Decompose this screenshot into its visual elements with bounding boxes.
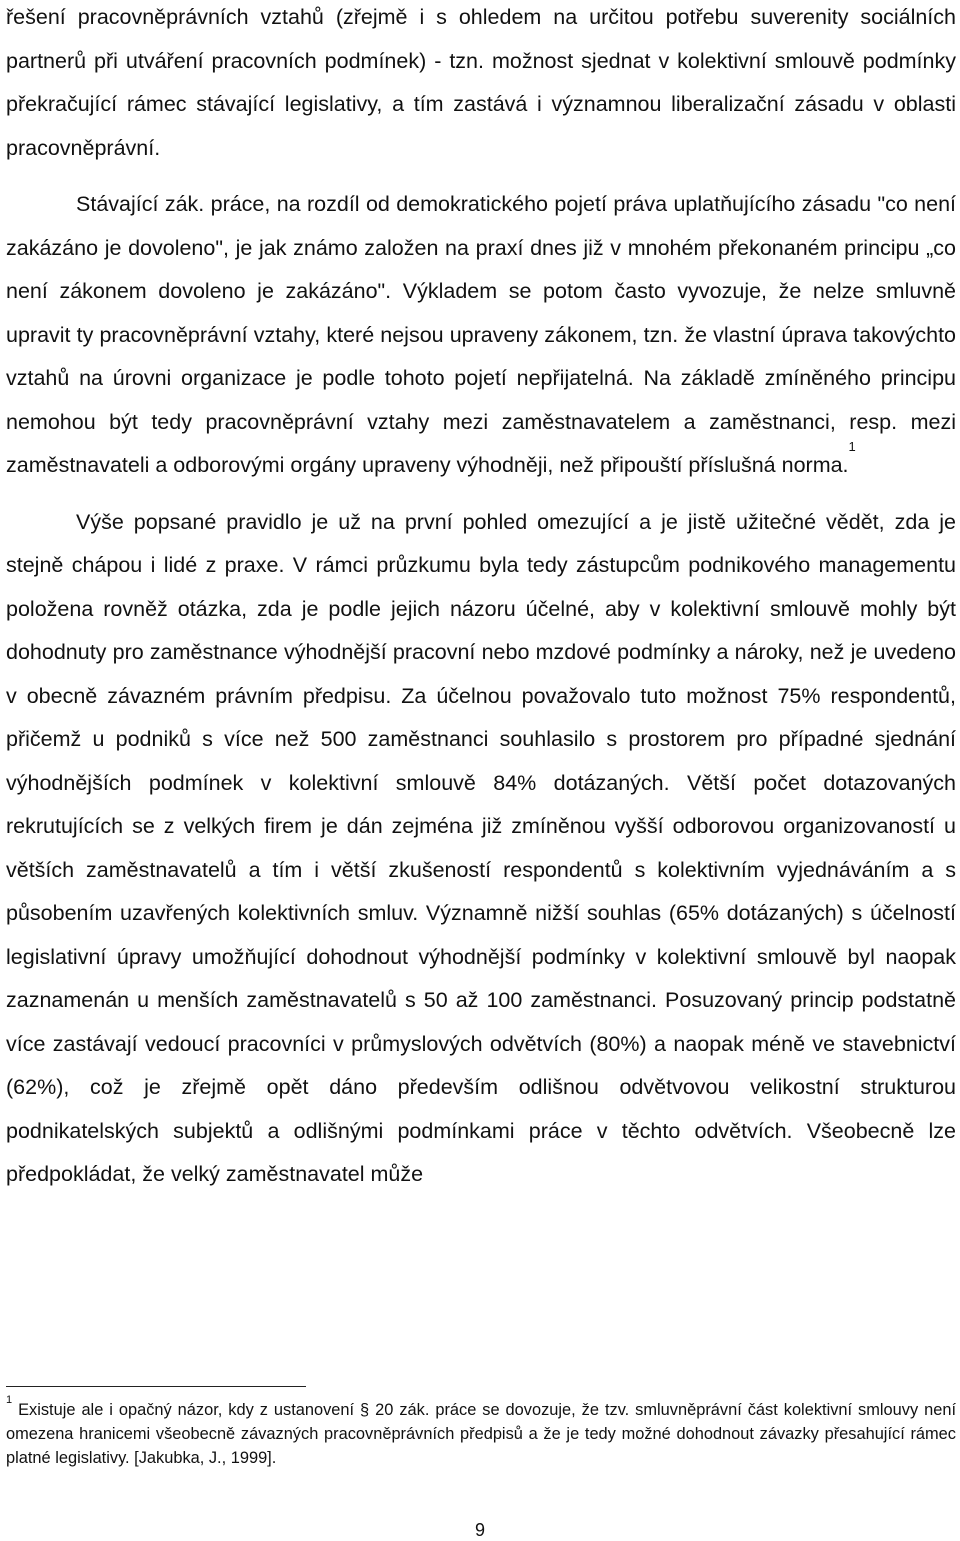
paragraph-continuation [6,0,956,170]
footnote-text: Existuje ale i opačný názor, kdy z ustanovení § 20 zák. práce se dovozuje, že tzv. smluvněprávní část kolektivní smlouvy není omezena hranicemi všeobecně závazných pracovněprávních předpisů a že je tedy možné dohodnout závazky přesahující rámec platné legislativy. [Jakubka, J., 1999]. [6,1401,956,1467]
paragraph-text: řešení pracovněprávních vztahů (zřejmě i s ohledem na určitou potřebu suverenity sociálních partnerů při utváření pracovních podmínek) - tzn. možnost sjednat v kolektivní smlouvě podmínky překračující rámec stávající legislativy, a tím zastává i významnou liberalizační zásadu v oblasti pracovněprávní. [6,5,956,160]
footnote [6,1394,956,1470]
paragraph-text: Výše popsané pravidlo je už na první pohled omezující a je jistě užitečné vědět, zda je stejně chápou i lidé z praxe. V rámci průzkumu byla tedy zástupcům podnikového managementu položena rovněž otázka, zda je podle jejich názoru účelné, aby v kolektivní smlouvě mohly být dohodnuty pro zaměstnance výhodnější pracovní nebo mzdové podmínky a nároky, než je uvedeno v obecně závazném právním předpisu. Za účelnou považovalo tuto možnost 75% respondentů, přičemž u podniků s více než 500 zaměstnanci souhlasilo s prostorem pro případné sjednání výhodnějších podmínek v kolektivní smlouvě 84% dotázaných. Větší počet dotazovaných rekrutujících se z velkých firem je dán zejména již zmíněnou vyšší odborovou organizovaností u větších zaměstnavatelů a tím i větší zkušeností respondentů s kolektivním vyjednáváním a s působením uzavřených kolektivních smluv. Významně nižší souhlas (65% dotázaných) s účelností legislativní úpravy umožňující dohodnout výhodnější podmínky v kolektivní smlouvě byl naopak zaznamenán u menších zaměstnavatelů s 50 až 100 zaměstnanci. Posuzovaný princip podstatně více zastávají vedoucí pracovníci v průmyslových odvětvích (80%) a naopak méně ve stavebnictví (62%), což je zřejmě opět dáno především odlišnou odvětvovou velikostní strukturou podnikatelských subjektů a odlišnými podmínkami práce v těchto odvětvích. Všeobecně lze předpokládat, že velký zaměstnavatel může [6,509,956,1186]
paragraph-labor-code [6,183,956,488]
paragraph-survey [6,501,956,1197]
footnote-reference[interactable]: 1 [848,439,856,454]
body-text [6,0,956,1197]
footnote-number: 1 [6,1394,13,1406]
page-number: 9 [474,1520,485,1540]
paragraph-text: Stávající zák. práce, na rozdíl od demokratického pojetí práva uplatňujícího zásadu "co není zakázáno je dovoleno", je jak známo založen na praxí dnes již v mnohém překonaném principu „co není zákonem dovoleno je zakázáno". Výkladem se potom často vyvozuje, že nelze smluvně upravit ty pracovněprávní vztahy, které nejsou upraveny zákonem, tzn. že vlastní úprava takovýchto vztahů na úrovni organizace je podle tohoto pojetí nepřijatelná. Na základě zmíněného principu nemohou být tedy pracovněprávní vztahy mezi zaměstnavatelem a zaměstnanci, resp. mezi zaměstnavateli a odborovými orgány upraveny výhodněji, než připouští příslušná norma. [6,192,956,477]
footnote-separator [6,1386,306,1387]
